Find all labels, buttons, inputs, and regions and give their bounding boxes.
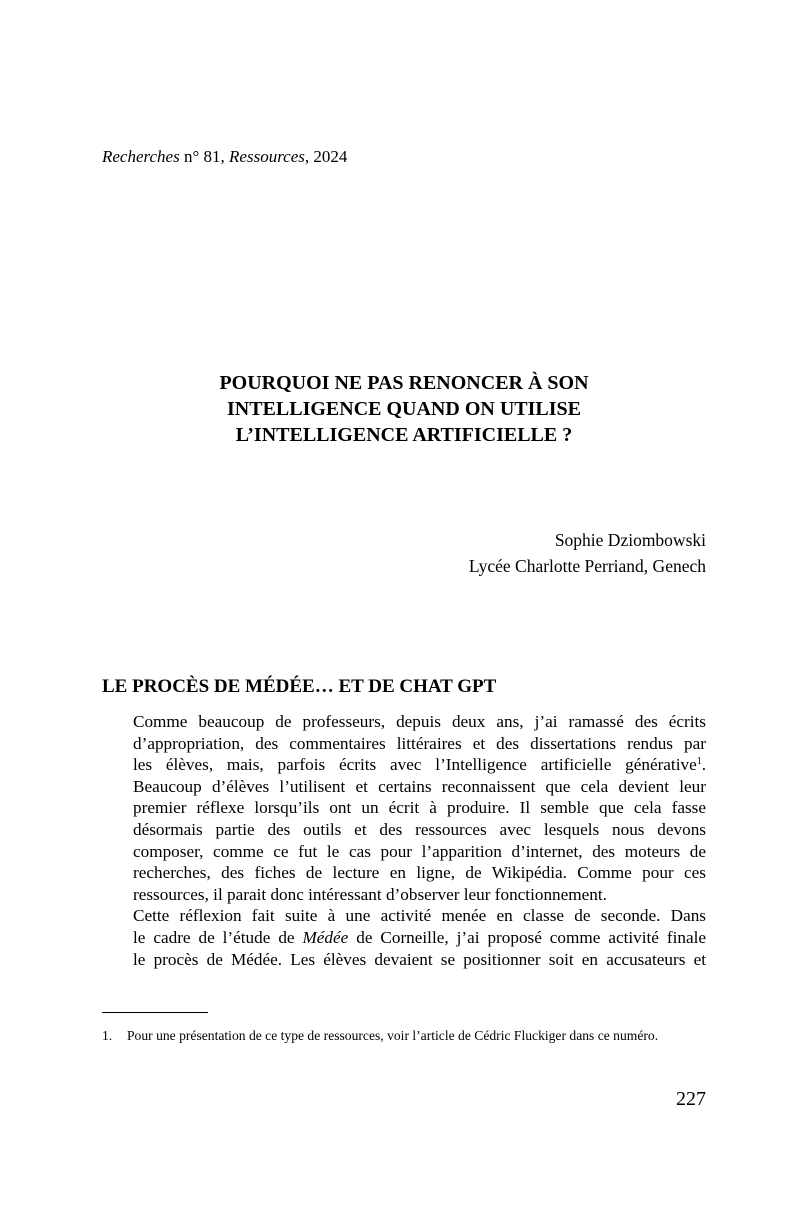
text-fragment: . xyxy=(701,755,706,775)
page-number: 227 xyxy=(676,1088,706,1110)
text-line: désormais partie des outils et des ressources avec lesquels nous devons xyxy=(133,819,706,839)
text-line: d’appropriation, des commentaires littéraires et des dissertations rendus par xyxy=(133,733,706,753)
body-text xyxy=(102,711,706,970)
section-heading: LE PROCÈS DE MÉDÉE… ET DE CHAT GPT xyxy=(102,676,497,697)
text-line: Comme beaucoup de professeurs, depuis deux ans, j’ai ramassé des écrits xyxy=(133,712,706,731)
text-line: recherches, des fiches de lecture en ligne, de Wikipédia. Comme pour ces xyxy=(133,863,706,883)
text-line: Beaucoup d’élèves l’utilisent et certains reconnaissent que cela devient leur xyxy=(133,776,706,796)
footnote-reference: 1 xyxy=(696,756,702,768)
paragraph xyxy=(102,905,706,970)
author-affiliation: Lycée Charlotte Perriand, Genech xyxy=(468,556,706,576)
footnote xyxy=(102,1027,706,1045)
title-line: L’INTELLIGENCE ARTIFICIELLE ? xyxy=(235,424,573,446)
text-line: le procès de Médée. Les élèves devaient se positionner soit en accusateurs et xyxy=(133,949,706,969)
text-line: premier réflexe lorsqu’ils ont un écrit à produire. Il semble que cela fasse xyxy=(133,798,706,818)
issue-number: n° 81, xyxy=(179,147,230,166)
work-title: Médée xyxy=(302,927,349,947)
article-title xyxy=(102,370,706,448)
text-line xyxy=(102,927,706,949)
running-header xyxy=(102,146,347,168)
text-fragment: les élèves, mais, parfois écrits avec l’Intelligence artificielle générative xyxy=(133,755,697,775)
title-line: POURQUOI NE PAS RENONCER À SON xyxy=(219,372,589,394)
footnote-separator xyxy=(102,1012,208,1013)
text-line: ressources, il parait donc intéressant d’observer leur fonctionnement. xyxy=(133,884,607,904)
paragraph xyxy=(102,711,706,905)
issue-theme: Ressources xyxy=(229,147,305,166)
title-line: INTELLIGENCE QUAND ON UTILISE xyxy=(227,398,581,420)
text-line: composer, comme ce fut le cas pour l’apparition d’internet, des moteurs de xyxy=(133,841,706,861)
text-fragment: le cadre de l’étude de xyxy=(133,927,303,947)
text-line: Cette réflexion fait suite à une activité menée en classe de seconde. Dans xyxy=(133,906,706,926)
journal-name: Recherches xyxy=(102,147,180,166)
footnote-number: 1. xyxy=(102,1028,113,1043)
footnote-text: Pour une présentation de ce type de ressources, voir l’article de Cédric Fluckiger dans ce numéro. xyxy=(127,1028,659,1043)
text-line xyxy=(102,754,706,776)
text-fragment: de Corneille, j’ai proposé comme activité finale xyxy=(348,927,706,947)
issue-year: , 2024 xyxy=(304,147,348,166)
author-name: Sophie Dziombowski xyxy=(554,530,706,550)
author-block xyxy=(469,527,706,579)
